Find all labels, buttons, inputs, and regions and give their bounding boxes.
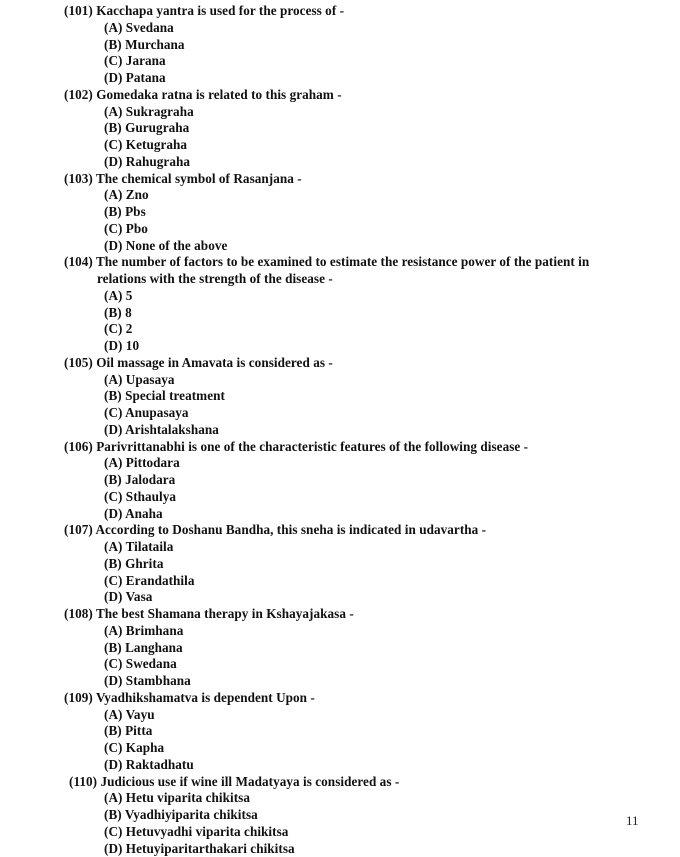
question-text: Vyadhikshamatva is dependent Upon -	[96, 690, 315, 705]
answer-option: (B) Ghrita	[0, 556, 680, 573]
question-block	[0, 439, 680, 523]
question-text: The best Shamana therapy in Kshayajakasa -	[96, 606, 354, 621]
answer-option: (D) None of the above	[0, 238, 680, 255]
question-block	[0, 171, 680, 255]
question-number: (102)	[64, 87, 93, 102]
answer-option: (C) Kapha	[0, 740, 680, 757]
question-page	[0, 3, 680, 857]
page-number: 11	[626, 813, 639, 829]
question-stem	[0, 3, 680, 20]
answer-option: (A) Zno	[0, 187, 680, 204]
answer-option: (C) Ketugraha	[0, 137, 680, 154]
question-block	[0, 774, 680, 857]
question-block	[0, 690, 680, 774]
question-number: (101)	[64, 3, 93, 18]
answer-option: (A) Hetu viparita chikitsa	[0, 790, 680, 807]
answer-option: (D) Stambhana	[0, 673, 680, 690]
answer-option: (B) Murchana	[0, 37, 680, 54]
question-stem	[0, 87, 680, 104]
question-block	[0, 606, 680, 690]
answer-option: (B) Jalodara	[0, 472, 680, 489]
question-stem	[0, 774, 680, 791]
question-number: (109)	[64, 690, 93, 705]
question-text-continuation: relations with the strength of the disease -	[0, 271, 680, 288]
question-text: Parivrittanabhi is one of the characteristic features of the following disease -	[96, 439, 528, 454]
question-text: According to Doshanu Bandha, this sneha is indicated in udavartha -	[95, 522, 486, 537]
answer-option: (D) 10	[0, 338, 680, 355]
answer-option: (C) Jarana	[0, 53, 680, 70]
answer-option: (C) 2	[0, 321, 680, 338]
question-number: (103)	[64, 171, 93, 186]
answer-option: (C) Sthaulya	[0, 489, 680, 506]
answer-option: (C) Anupasaya	[0, 405, 680, 422]
answer-option: (A) Vayu	[0, 707, 680, 724]
question-text: Kacchapa yantra is used for the process of -	[96, 3, 344, 18]
answer-option: (B) 8	[0, 305, 680, 322]
question-number: (105)	[64, 355, 93, 370]
question-text: Judicious use if wine ill Madatyaya is considered as -	[100, 774, 399, 789]
answer-option: (A) Pittodara	[0, 455, 680, 472]
question-number: (110)	[69, 774, 97, 789]
answer-option: (D) Patana	[0, 70, 680, 87]
answer-option: (D) Vasa	[0, 589, 680, 606]
answer-option: (A) 5	[0, 288, 680, 305]
question-stem	[0, 254, 680, 271]
answer-option: (C) Hetuvyadhi viparita chikitsa	[0, 824, 680, 841]
question-number: (106)	[64, 439, 93, 454]
question-block	[0, 522, 680, 606]
question-stem	[0, 439, 680, 456]
question-block	[0, 355, 680, 439]
question-number: (107)	[64, 522, 93, 537]
answer-option: (D) Hetuyiparitarthakari chikitsa	[0, 841, 680, 857]
question-stem	[0, 522, 680, 539]
question-text: Oil massage in Amavata is considered as -	[96, 355, 333, 370]
answer-option: (B) Pbs	[0, 204, 680, 221]
question-stem	[0, 606, 680, 623]
answer-option: (C) Swedana	[0, 656, 680, 673]
answer-option: (C) Pbo	[0, 221, 680, 238]
answer-option: (D) Rahugraha	[0, 154, 680, 171]
answer-option: (D) Anaha	[0, 506, 680, 523]
answer-option: (A) Brimhana	[0, 623, 680, 640]
answer-option: (B) Pitta	[0, 723, 680, 740]
question-stem	[0, 171, 680, 188]
question-text: Gomedaka ratna is related to this graham -	[96, 87, 341, 102]
answer-option: (B) Langhana	[0, 640, 680, 657]
question-block	[0, 3, 680, 87]
question-text: The chemical symbol of Rasanjana -	[96, 171, 302, 186]
answer-option: (D) Arishtalakshana	[0, 422, 680, 439]
question-stem	[0, 355, 680, 372]
answer-option: (B) Special treatment	[0, 388, 680, 405]
question-block	[0, 254, 680, 355]
answer-option: (D) Raktadhatu	[0, 757, 680, 774]
question-block	[0, 87, 680, 171]
answer-option: (A) Svedana	[0, 20, 680, 37]
answer-option: (B) Gurugraha	[0, 120, 680, 137]
question-number: (108)	[64, 606, 93, 621]
question-stem	[0, 690, 680, 707]
answer-option: (A) Upasaya	[0, 372, 680, 389]
answer-option: (B) Vyadhiyiparita chikitsa	[0, 807, 680, 824]
question-number: (104)	[64, 254, 93, 269]
question-text: The number of factors to be examined to estimate the resistance power of the patient in	[96, 254, 589, 269]
answer-option: (A) Tilataila	[0, 539, 680, 556]
answer-option: (A) Sukragraha	[0, 104, 680, 121]
answer-option: (C) Erandathila	[0, 573, 680, 590]
